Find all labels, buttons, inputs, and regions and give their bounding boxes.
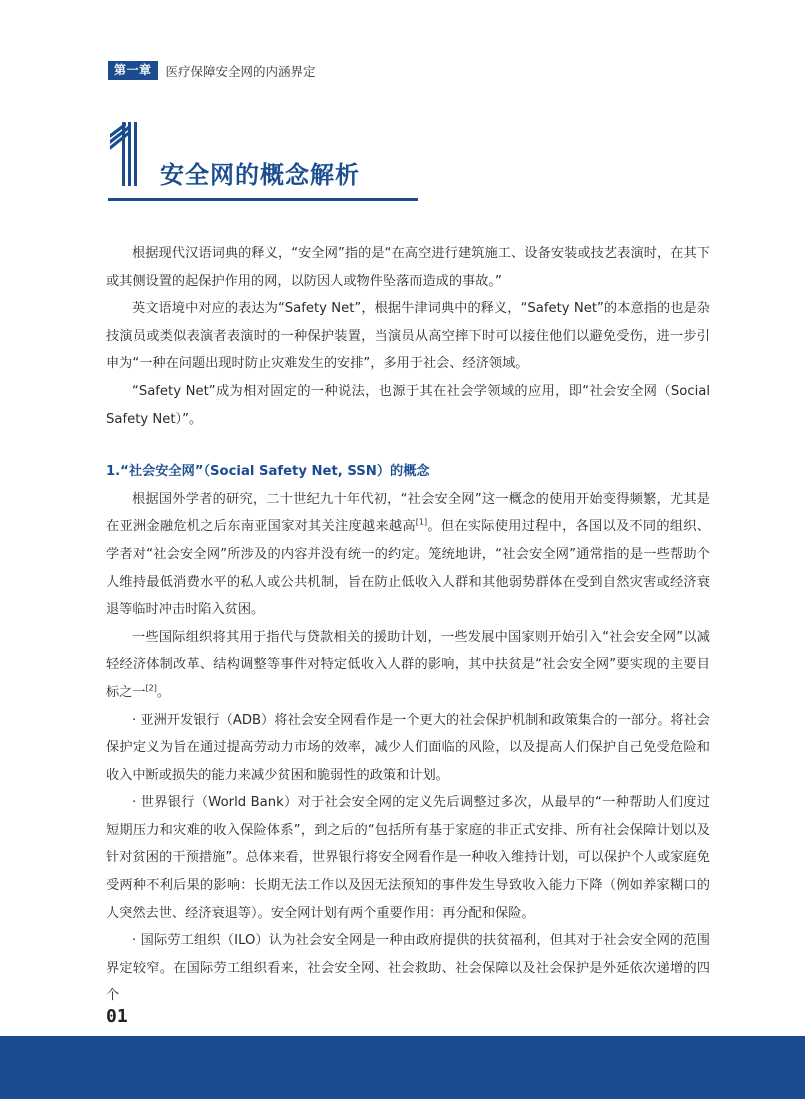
paragraph: · 世界银行（World Bank）对于社会安全网的定义先后调整过多次，从最早的“一种帮助人们度过短期压力和灾难的收入保险体系”，到之后的“包括所有基于家庭的非正式安排、所有社会保障计划以及针对贫困的干预措施”。总体来看，世界银行将安全网看作是一种收入维持计划，可以保护个人或家庭免受两种不利后果的影响：长期无法工作以及因无法预知的事件发生导致收入能力下降（例如养家糊口的人突然去世、经济衰退等）。安全网计划有两个重要作用：再分配和保险。 <box>106 795 710 921</box>
paragraph-text: 。但在实际使用过程中，各国以及不同的组织、学者对“社会安全网”所涉及的内容并没有统一的约定。笼统地讲，“社会安全网”通常指的是一些帮助个人维持最低消费水平的私人或公共机制，旨在防止低收入人群和其他弱势群体在受到自然灾害或经济衰退等临时冲击时陷入贫困。 <box>106 519 710 618</box>
paragraph <box>106 624 710 707</box>
paragraph: · 国际劳工组织（ILO）认为社会安全网是一种由政府提供的扶贫福利，但其对于社会安全网的范围界定较窄。在国际劳工组织看来，社会安全网、社会救助、社会保障以及社会保护是外延依次递增的四个 <box>106 933 710 1004</box>
subsection-heading: 1.“社会安全网”（Social Safety Net, SSN）的概念 <box>106 464 430 480</box>
paragraph: “Safety Net”成为相对固定的一种说法，也源于其在社会学领域的应用，即“社会安全网（Social Safety Net）”。 <box>106 383 710 427</box>
section-underline <box>108 198 418 201</box>
section-number-one-graphic <box>108 120 148 188</box>
page-number: 01 <box>106 1006 128 1027</box>
paragraph-text: 一些国际组织将其用于指代与贷款相关的援助计划，一些发展中国家则开始引入“社会安全网”以减轻经济体制改革、结构调整等事件对特定低收入人群的影响，其中扶贫是“社会安全网”要实现的主要目标之一 <box>106 629 710 700</box>
citation-ref: [1] <box>415 517 428 527</box>
paragraph <box>106 486 710 624</box>
paragraph-text: 。 <box>156 684 171 700</box>
section-title: 安全网的概念解析 <box>160 161 360 189</box>
citation-ref: [2] <box>145 683 157 693</box>
paragraph-text: 根据国外学者的研究，二十世纪九十年代初，“社会安全网”这一概念的使用开始变得频繁，尤其是在亚洲金融危机之后东南亚国家对其关注度越来越高 <box>106 491 710 535</box>
paragraph: · 亚洲开发银行（ADB）将社会安全网看作是一个更大的社会保护机制和政策集合的一部分。将社会保护定义为旨在通过提高劳动力市场的效率，减少人们面临的风险，以及提高人们保护自己免受危险和收入中断或损失的能力来减少贫困和脆弱性的政策和计划。 <box>106 712 710 783</box>
chapter-header <box>108 61 316 80</box>
body-text <box>106 240 710 1010</box>
chapter-tag: 第一章 <box>108 61 158 80</box>
section-heading <box>108 120 418 205</box>
chapter-title: 医疗保障安全网的内涵界定 <box>165 63 316 79</box>
paragraph: 根据现代汉语词典的释义，“安全网”指的是“在高空进行建筑施工、设备安装或技艺表演时，在其下或其侧设置的起保护作用的网，以防因人或物件坠落而造成的事故。” <box>106 246 710 289</box>
footer-band <box>0 1036 805 1099</box>
paragraph: 英文语境中对应的表达为“Safety Net”，根据牛津词典中的释义，“Safety Net”的本意指的也是杂技演员或类似表演者表演时的一种保护装置，当演员从高空摔下时可以接住他们以避免受伤，进一步引申为“一种在问题出现时防止灾难发生的安排”，多用于社会、经济领域。 <box>106 301 710 372</box>
